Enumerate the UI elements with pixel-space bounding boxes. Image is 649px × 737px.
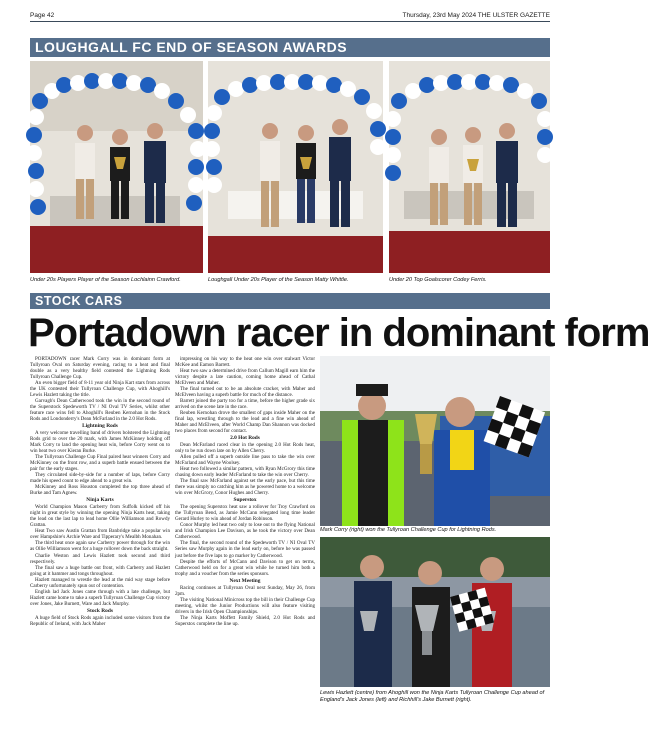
article-column-1 xyxy=(30,356,170,734)
article-paragraph: The final saw a huge battle out front, with Carberry and Hazlett going at it hammer and tongs throughout. xyxy=(30,564,170,577)
article-paragraph: A huge field of Stock Rods again included some visitors from the Republic of Ireland, with Jack Maher xyxy=(30,614,170,627)
article-paragraph: The third heat once again saw Carberry power through for the win as Ollie Williamson went for a huge rollover down the back straight. xyxy=(30,540,170,553)
article-paragraph: The Tullyroan Challenge Cup Final paired heat winners Corry and McKinney on the front row, and a superb battle ensued between the pair for the early stages. xyxy=(30,454,170,473)
page-number: Page 42 xyxy=(30,12,55,19)
article-paragraph: Heat two followed a similar pattern, with Ryan McGrory this time chasing down early leader McFarland to take the win over Cherry. xyxy=(175,466,315,479)
article-subhead: 2.0 Hot Rods xyxy=(230,435,260,442)
race-photo-caption-bottom: Lewis Hazlett (centre) from Ahoghill won the Ninja Karts Tullyroan Challenge Cup ahead of England's Jack Jones (left) and Richhill's Jake Burnett (right). xyxy=(320,690,545,703)
article-paragraph: Racing continues at Tullyroan Oval next Sunday, May 26, from 2pm. xyxy=(175,584,315,597)
article-paragraph: The opening Superstox heat saw a rollover for Troy Crawford on the Tullyroan Bend, as Jamie McCann relegated long time leader Gerard Hurley to win ahead of Jordan Robinson. xyxy=(175,504,315,523)
article-paragraph: World Champion Mason Carberry from Suffolk kicked off his night in great style by winning the opening Ninja Karts heat, taking the lead on the last lap to lead home Ollie Williamson and Rowdy Grattan. xyxy=(30,504,170,529)
article-paragraph: English lad Jack Jones came through with a late challenge, but Hazlett came home to take a superb Tullyroan Challenge Cup victory over Jones, Jake Burnett, Ware and Jack Murphy. xyxy=(30,588,170,607)
section-banner-awards: LOUGHGALL FC END OF SEASON AWARDS xyxy=(30,38,550,57)
article-paragraph: PORTADOWN racer Mark Corry was in dominant form at Tullyroan Oval on Saturday evening, racing to a heat and final double as a very healthy field contested the Lightning Rods Tullyroan Challenge Cup. xyxy=(30,356,170,381)
article-subhead: Ninja Karts xyxy=(86,497,114,504)
article-paragraph: Allen pulled off a superb outside line pass to take the win over McFarland and Wayne Woolsey. xyxy=(175,454,315,467)
award-caption-2: Loughgall Under 20s Player of the Season Matty Whittle. xyxy=(208,277,349,283)
publication-date: Thursday, 23rd May 2024 THE ULSTER GAZETTE xyxy=(402,12,550,19)
article-paragraph: The final, the second round of the Spedeworth TV / NI Oval TV Series saw Murphy again in the lead early on, before he was passed just before the five laps to go marker by Catherwood. xyxy=(175,540,315,559)
article-paragraph: Garvagh's Dean Catherwood took the win in the second round of the Superstock Spedeworth TV / NI Oval TV Series, whilst other feature race wins fell to Ahoghill's Reuben Kernohan in the Stock Rods and Londonderry's Dean McFarland in the 2.0 Hot Rods. xyxy=(30,398,170,423)
article-subhead: Stock Rods xyxy=(87,607,113,614)
award-photo-2 xyxy=(208,61,383,273)
article-column-2 xyxy=(175,356,315,734)
article-paragraph: Charlie Weston and Lewis Hazlett took second and third respectively. xyxy=(30,552,170,565)
article-paragraph: McKinney and Ross Houston completed the top three ahead of Burke and Tam Agnew. xyxy=(30,484,170,497)
article-subhead: Lightning Rods xyxy=(82,423,118,430)
award-caption-3: Under 20 Top Goalscorer Codey Ferris. xyxy=(389,277,487,283)
headline: Portadown racer in dominant form xyxy=(28,311,649,355)
article-paragraph: Despite the efforts of McCann and Davison to get on terms, Catherwood held on for a great win while he turned him both a trophy and a voucher from the series sponsors. xyxy=(175,558,315,577)
article-subhead: Superstox xyxy=(233,497,257,504)
article-paragraph: Heat Two saw Austin Grattan from Banbridge take a popular win over Hampshire's Archie Ware and Tipperary's Mealbh Monahan. xyxy=(30,528,170,541)
article-paragraph: The Ninja Karts Moffett Family Shield, 2.0 Hot Rods and Superstox complete the line up. xyxy=(175,614,315,627)
article-subhead: Next Meeting xyxy=(229,577,261,584)
article-paragraph: Heat two saw a determined drive from Callum Magill earn him the victory despite a late caution, coming home ahead of Cathal McElveen and Maher. xyxy=(175,368,315,387)
award-photo-1 xyxy=(30,61,203,273)
article-paragraph: impressing on his way to the heat one win over stalwart Victor McKee and Eamon Barrett. xyxy=(175,356,315,369)
article-paragraph: Conor Murphy led heat two only to lose out to the flying National and Irish Champion Lee Davison, as he took the victory over Dean Catherwood. xyxy=(175,522,315,541)
article-paragraph: The visiting National Minicross top the bill in their Challenge Cup meeting, whilst the Junior Productions will also feature visiting drivers in the Irish Open Championships. xyxy=(175,596,315,615)
article-paragraph: Reuben Kernohan drove the smallest of gaps inside Maher on the final lap, wrestling through to the lead and a fine win ahead of Maher and McElveen, after World Champ Dan Shannon was docked two places from second for contact. xyxy=(175,410,315,435)
article-paragraph: Dean McFarland raced clear in the opening 2.0 Hot Rods heat, only to be run down late on by Allen Cherry. xyxy=(175,442,315,455)
section-banner-stock-cars: STOCK CARS xyxy=(30,293,550,309)
article-paragraph: They circulated side-by-side for a number of laps, before Corry made his speed count to edge ahead to a great win. xyxy=(30,472,170,485)
article-paragraph: The final saw McFarland against set the early pace, but this time there was simply no catching him as he powered home to a welcome win over McGrory, Conor Hughes and Cherry. xyxy=(175,478,315,497)
article-paragraph: A very welcome travelling band of drivers bolstered the Lightning Rods grid to over the 20 mark, with James McKinney holding off Mark Corry to land the opening heat win, before Corry went on to win heat two over Kieran Burke. xyxy=(30,430,170,455)
article-paragraph: Barrett joined the party too for a time, before the higher grade six arrived on the scene late in the race. xyxy=(175,398,315,411)
article-paragraph: An even bigger field of 8-11 year old Ninja Kart stars from across the UK contested their Tullyroan Challenge Cup, with Ahoghill's Lewis Hazlett taking the title. xyxy=(30,380,170,399)
article-paragraph: Hazlett managed to wrestle the lead at the mid way stage before Carberry unfortunately spun out of contention. xyxy=(30,576,170,589)
award-caption-1: Under 20s Players Player of the Season Lochlainn Crawford. xyxy=(30,277,181,283)
race-photo-ninja-karts xyxy=(320,537,550,687)
race-photo-caption-top: Mark Corry (right) won the Tullyroan Challenge Cup for Lightning Rods. xyxy=(320,527,497,533)
header-rule xyxy=(30,21,550,22)
race-photo-corry xyxy=(320,356,550,526)
article-paragraph: The final turned out to be an absolute cracker, with Maher and McElveen having a superb battle for much of the distance. xyxy=(175,386,315,399)
award-photo-3 xyxy=(389,61,550,273)
